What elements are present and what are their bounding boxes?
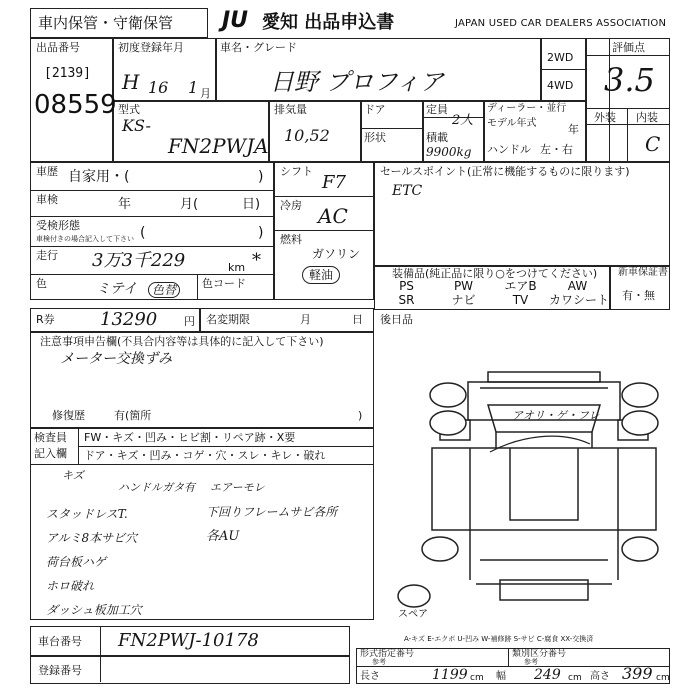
shift-value: F7 [322,172,346,193]
shape-label: 形状 [364,131,386,144]
drive-2wd: 2WD [547,51,574,64]
acceptance-paren: ( [140,225,146,241]
form-number-sub: 参考 [372,658,386,666]
model-year-unit: 年 [568,123,579,136]
lot-small-number: [2139] [44,66,91,81]
registration-year: 16 [148,78,169,97]
fuel-value-diesel: 軽油 [302,266,340,284]
repair-close: ) [358,409,363,422]
acceptance-label: 受検形態 [36,219,80,232]
equipment-row-1 [378,280,606,294]
later-docs-label: 後日品 [380,313,413,326]
capacity-value: 2人 [452,113,474,128]
recycle-unit: 円 [184,315,195,328]
form-title: 愛知 出品申込書 [262,12,395,33]
form-subtitle: JAPAN USED CAR DEALERS ASSOCIATION [455,18,667,29]
aircon-label: 冷房 [280,199,302,212]
inspection-year: 年 [118,197,132,212]
chassis-value: FN2PWJ-10178 [118,630,259,651]
exterior-value: C [645,132,661,156]
repair-label: 修復歴 [52,409,85,422]
displacement-value: 10,52 [284,126,330,145]
lot-number: 08559 [34,90,117,120]
equipment-item: PS [399,279,414,293]
new-warranty-value: 有・無 [622,289,655,302]
inspector-row-2: ドア・キズ・凹み・コゲ・穴・スレ・キレ・破れ [84,449,326,462]
history-value: 自家用・( [68,169,130,185]
type-value: FN2PWJA [168,134,269,158]
score-label: 評価点 [612,41,645,54]
recycle-value: 13290 [100,309,158,330]
new-warranty-label: 新車保証書 [618,267,668,278]
category-number-label: 類別区分番号 [512,649,567,659]
chassis-label: 車台番号 [38,635,82,648]
inspector-line-9: ホロ破れ [46,579,95,593]
height-label: 高さ [590,671,610,682]
mileage-mark: * [252,250,261,271]
inspection-label: 車検 [36,193,58,206]
inspector-row-1: FW・キズ・凹み・ヒビ割・リペア跡・X要 [84,431,296,444]
handle-label: ハンドル [487,143,531,156]
registration-month-unit: 月 [200,87,211,100]
width-label: 幅 [496,671,506,682]
type-label: 型式 [118,103,140,116]
color-code-label: 色コード [202,277,246,290]
door-label: ドア [364,103,386,116]
load-value: 9900kg [426,145,472,159]
equipment-row-2 [378,293,610,308]
inspector-line-8: 荷台板ハゲ [46,555,107,569]
equipment-item: AW [567,279,588,293]
type-value-prefix: KS- [122,116,151,135]
lot-label: 出品番号 [36,41,80,54]
sales-point-value: ETC [392,183,423,199]
color-label: 色 [36,277,47,290]
mileage-unit: km [228,261,246,274]
inspector-label-2: 記入欄 [34,447,67,460]
name-change-day: 日 [352,313,363,326]
model-name-label: 車名・グレード [220,41,297,54]
inspector-label-1: 検査員 [34,431,67,444]
dealer-label: ディーラー・並行 [487,103,567,114]
history-close: ) [258,169,264,185]
history-label: 車歴 [36,165,58,178]
length-unit: cm [470,673,484,683]
spare-label: スペア [398,609,428,620]
fuel-label: 燃料 [280,233,302,246]
equipment-item: PW [453,279,474,293]
color-value: ミテイ [96,281,138,297]
inspection-day: 日) [242,197,261,212]
height-value: 399 [622,664,653,683]
inspector-line-7: アルミ8本サビ穴 [46,531,138,545]
width-value: 249 [534,667,561,683]
shift-label: シフト [280,165,313,178]
capacity-label: 定員 [426,103,448,116]
inspector-line-10: ダッシュ板加工穴 [46,603,142,617]
registration-month: 1 [188,78,199,97]
model-name-value: 日野 プロフィア [270,68,444,96]
exterior-label: 外装 [594,111,616,124]
ju-logo: JU [222,8,249,33]
mileage-value: 3万3千229 [92,250,186,271]
damage-legend: A-キズ E-エクボ U-凹み W-補修跡 S-サビ C-腐食 XX-交換済 [404,635,594,643]
equipment-item: TV [512,293,529,307]
score-value: 3.5 [604,61,655,99]
reg-number-label: 登録番号 [38,664,82,677]
inspector-line-5: 下回りフレームサビ各所 [206,505,338,519]
diagram-note: アオリ・ゲ・フレ [512,409,600,422]
displacement-label: 排気量 [274,103,307,116]
inspector-line-1: キズ [62,469,84,482]
category-number-sub: 参考 [524,658,538,666]
mileage-label: 走行 [36,249,58,262]
name-change-month: 月 [300,313,311,326]
equipment-item: カワシート [549,293,610,307]
name-change-label: 名変期限 [206,313,250,326]
equipment-item: SR [398,293,415,307]
inspector-line-6: 各AU [206,529,240,544]
recycle-label: R券 [36,313,55,326]
length-value: 1199 [432,667,468,683]
registration-era: H [122,70,140,94]
fuel-value-gasoline: ガソリン [312,247,361,261]
drive-4wd: 4WD [547,79,574,92]
handle-options: 左・右 [540,143,573,156]
equipment-item: エアB [504,279,537,293]
storage-label: 車内保管・守衛保管 [38,14,174,32]
inspector-line-3: エアーモレ [210,481,265,494]
form-number-label: 形式指定番号 [360,649,415,659]
repair-value: 有(箇所 [114,409,152,422]
equipment-item: ナビ [451,293,476,307]
sales-point-label: セールスポイント(正常に機能するものに限ります) [380,165,630,178]
acceptance-note: 車検付きの場合記入して下さい [36,235,134,243]
inspector-line-4: スタッドレスT. [46,507,128,521]
model-year-label: モデル年式 [487,118,537,129]
acceptance-close: ) [258,225,264,241]
notes-label: 注意事項申告欄(不具合内容等は具体的に記入して下さい) [40,335,324,348]
load-label: 積載 [426,131,448,144]
interior-label: 内装 [636,111,658,124]
height-unit: cm [656,673,670,683]
inspector-line-2: ハンドルガタ有 [118,481,195,494]
inspection-month: 月( [180,197,199,212]
notes-value: メーター交換ずみ [60,351,172,367]
aircon-value: AC [318,204,348,228]
length-label: 長さ [360,671,380,682]
width-unit: cm [568,673,582,683]
equipment-label: 装備品(純正品に限り○をつけてください) [392,267,598,280]
color-change: 色替 [148,282,180,298]
registration-label: 初度登録年月 [118,41,184,54]
